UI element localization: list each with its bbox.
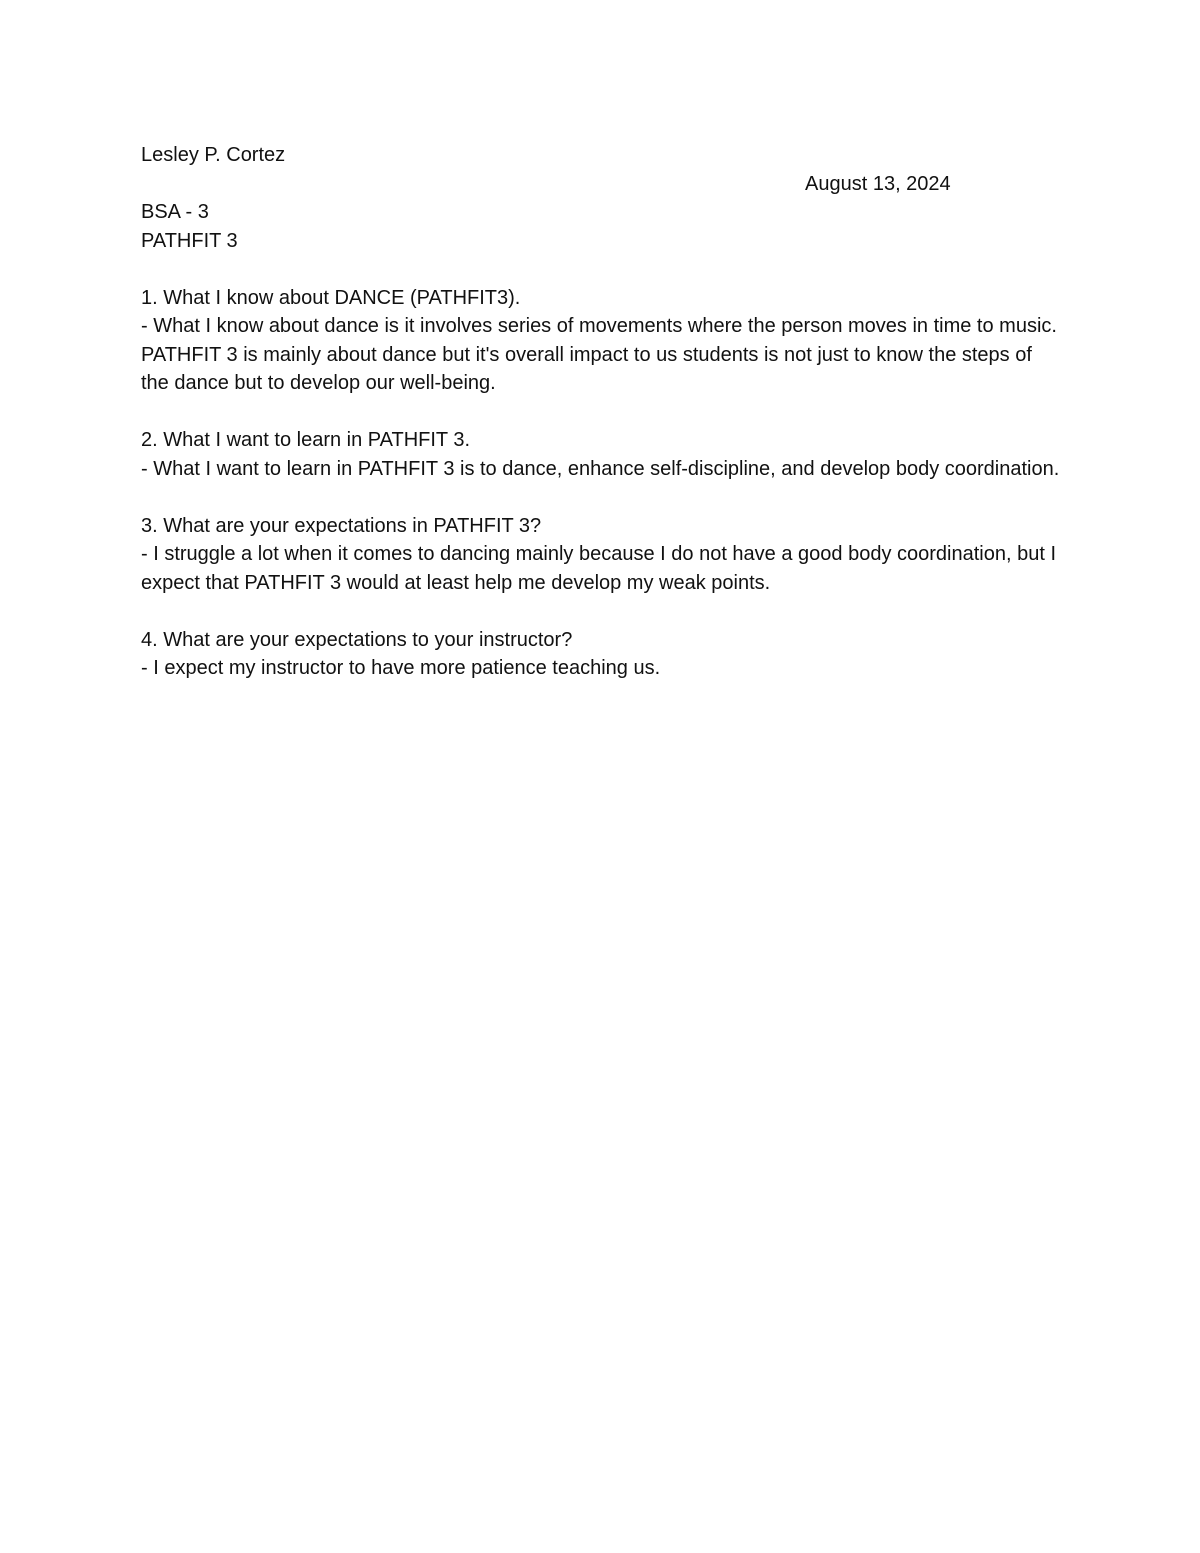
answer-text: - I struggle a lot when it comes to dancing mainly because I do not have a good body coordination, but I expect that PATHFIT 3 would at least help me develop my weak points. xyxy=(141,543,1057,594)
document-body xyxy=(141,141,1061,683)
question-heading: 2. What I want to learn in PATHFIT 3. xyxy=(141,429,471,451)
document-date: August 13, 2024 xyxy=(805,172,951,195)
student-program: BSA - 3 xyxy=(141,201,209,223)
question-section-2 xyxy=(141,426,1061,483)
spacer xyxy=(141,483,1061,512)
course-name: PATHFIT 3 xyxy=(141,229,238,252)
spacer xyxy=(141,398,1061,427)
spacer xyxy=(141,597,1061,626)
answer-text: - I expect my instructor to have more patience teaching us. xyxy=(141,657,661,679)
student-name: Lesley P. Cortez xyxy=(141,144,286,166)
question-section-3 xyxy=(141,512,1061,598)
question-heading: 3. What are your expectations in PATHFIT 3? xyxy=(141,514,542,537)
question-heading: 4. What are your expectations to your instructor? xyxy=(141,628,573,651)
answer-text: - What I know about dance is it involves series of movements where the person moves in time to music. PATHFIT 3 is mainly about dance but it's overall impact to us students is not just to know the steps of the dance but to develop our well-being. xyxy=(141,315,1057,394)
spacer xyxy=(141,255,1061,284)
question-heading: 1. What I know about DANCE (PATHFIT3). xyxy=(141,286,521,309)
question-section-4 xyxy=(141,626,1061,683)
answer-text: - What I want to learn in PATHFIT 3 is to dance, enhance self-discipline, and develop body coordination. xyxy=(141,457,1060,480)
question-section-1 xyxy=(141,284,1061,398)
